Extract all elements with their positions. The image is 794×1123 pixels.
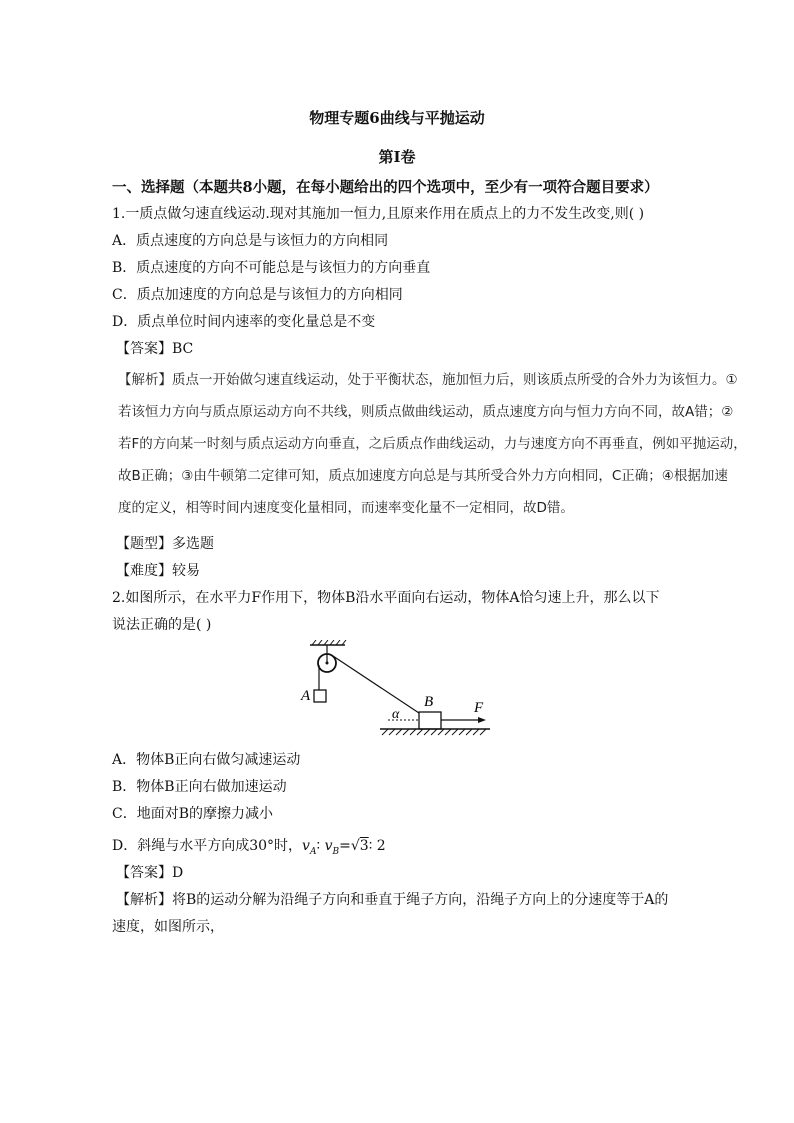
q2-analysis-line2: 速度，如图所示，	[112, 919, 224, 935]
q1-analysis-line: 若该恒力方向与质点原运动方向不共线，则质点做曲线运动，质点速度方向与恒力方向不同，故A错；②	[118, 404, 734, 420]
block-a	[314, 690, 326, 702]
q1-analysis-line: 若F的方向某一时刻与质点运动方向垂直，之后质点作曲线运动，力与速度方向不再垂直，例如平抛运动，	[118, 436, 747, 452]
ground-hatch	[382, 729, 486, 735]
pulley-axle	[326, 662, 329, 665]
label-alpha: α	[392, 707, 400, 722]
ratio-tail: ∶ 2	[368, 838, 386, 854]
q1-analysis-line: 故B正确；③由牛顿第二定律可知，质点加速度方向总是与其所受合外力方向相同，C正确；④根据加速	[118, 468, 728, 484]
q2-option-d	[112, 835, 386, 857]
q1-option-b: B．质点速度的方向不可能总是与该恒力的方向垂直	[112, 260, 431, 276]
q2-option-d-prefix: D．斜绳与水平方向成30°时，	[112, 838, 303, 854]
q1-type: 【题型】多选题	[116, 536, 214, 552]
q2-stem-line2: 说法正确的是( )	[112, 617, 212, 633]
q1-option-d: D．质点单位时间内速率的变化量总是不变	[112, 314, 376, 330]
block-b	[419, 712, 441, 729]
pulley-figure	[300, 640, 500, 745]
velocity-subscript: A	[309, 846, 317, 857]
q2-option-a: A．物体B正向右做匀减速运动	[112, 752, 301, 768]
q1-analysis-line: 度的定义，相等时间内速度变化量相同，而速率变化量不一定相同，故D错。	[118, 500, 574, 516]
sqrt-icon: √	[350, 838, 360, 854]
volume-label: 第I卷	[378, 148, 416, 166]
q1-stem: 1.一质点做匀速直线运动.现对其施加一恒力,且原来作用在质点上的力不发生改变,则( )	[112, 206, 645, 222]
label-f: F	[474, 700, 484, 716]
q2-option-c: C．地面对B的摩擦力减小	[112, 806, 273, 822]
ratio-separator: ∶	[316, 838, 325, 854]
label-b: B	[424, 694, 434, 710]
q1-difficulty: 【难度】较易	[116, 563, 200, 579]
velocity-symbol: v	[302, 838, 310, 854]
q1-option-a: A．质点速度的方向总是与该恒力的方向相同	[112, 233, 389, 249]
rope-to-b	[333, 656, 419, 713]
q2-stem-line1: 2.如图所示，在水平力F作用下，物体B沿水平面向右运动，物体A恰匀速上升，那么以下	[112, 590, 660, 606]
velocity-subscript: B	[332, 846, 340, 857]
page-title: 物理专题6曲线与平抛运动	[309, 109, 485, 127]
label-a: A	[301, 688, 311, 704]
q1-analysis-line: 【解析】质点一开始做匀速直线运动，处于平衡状态，施加恒力后，则该质点所受的合外力为该恒力。①	[118, 372, 738, 388]
q1-option-c: C．质点加速度的方向总是与该恒力的方向相同	[112, 287, 403, 303]
q1-analysis	[118, 364, 747, 528]
sqrt-radicand: 3	[359, 838, 369, 854]
q2-answer: 【答案】D	[116, 865, 184, 881]
equals-sign: =	[339, 838, 351, 854]
q2-analysis-line1: 【解析】将B的运动分解为沿绳子方向和垂直于绳子方向，沿绳子方向上的分速度等于A的	[116, 892, 669, 908]
q2-option-b: B．物体B正向右做加速运动	[112, 779, 287, 795]
section-heading: 一、选择题（本题共8小题，在每小题给出的四个选项中，至少有一项符合题目要求）	[112, 179, 659, 196]
force-arrowhead	[478, 717, 486, 723]
q1-answer: 【答案】BC	[116, 341, 194, 357]
velocity-symbol: v	[324, 838, 333, 854]
